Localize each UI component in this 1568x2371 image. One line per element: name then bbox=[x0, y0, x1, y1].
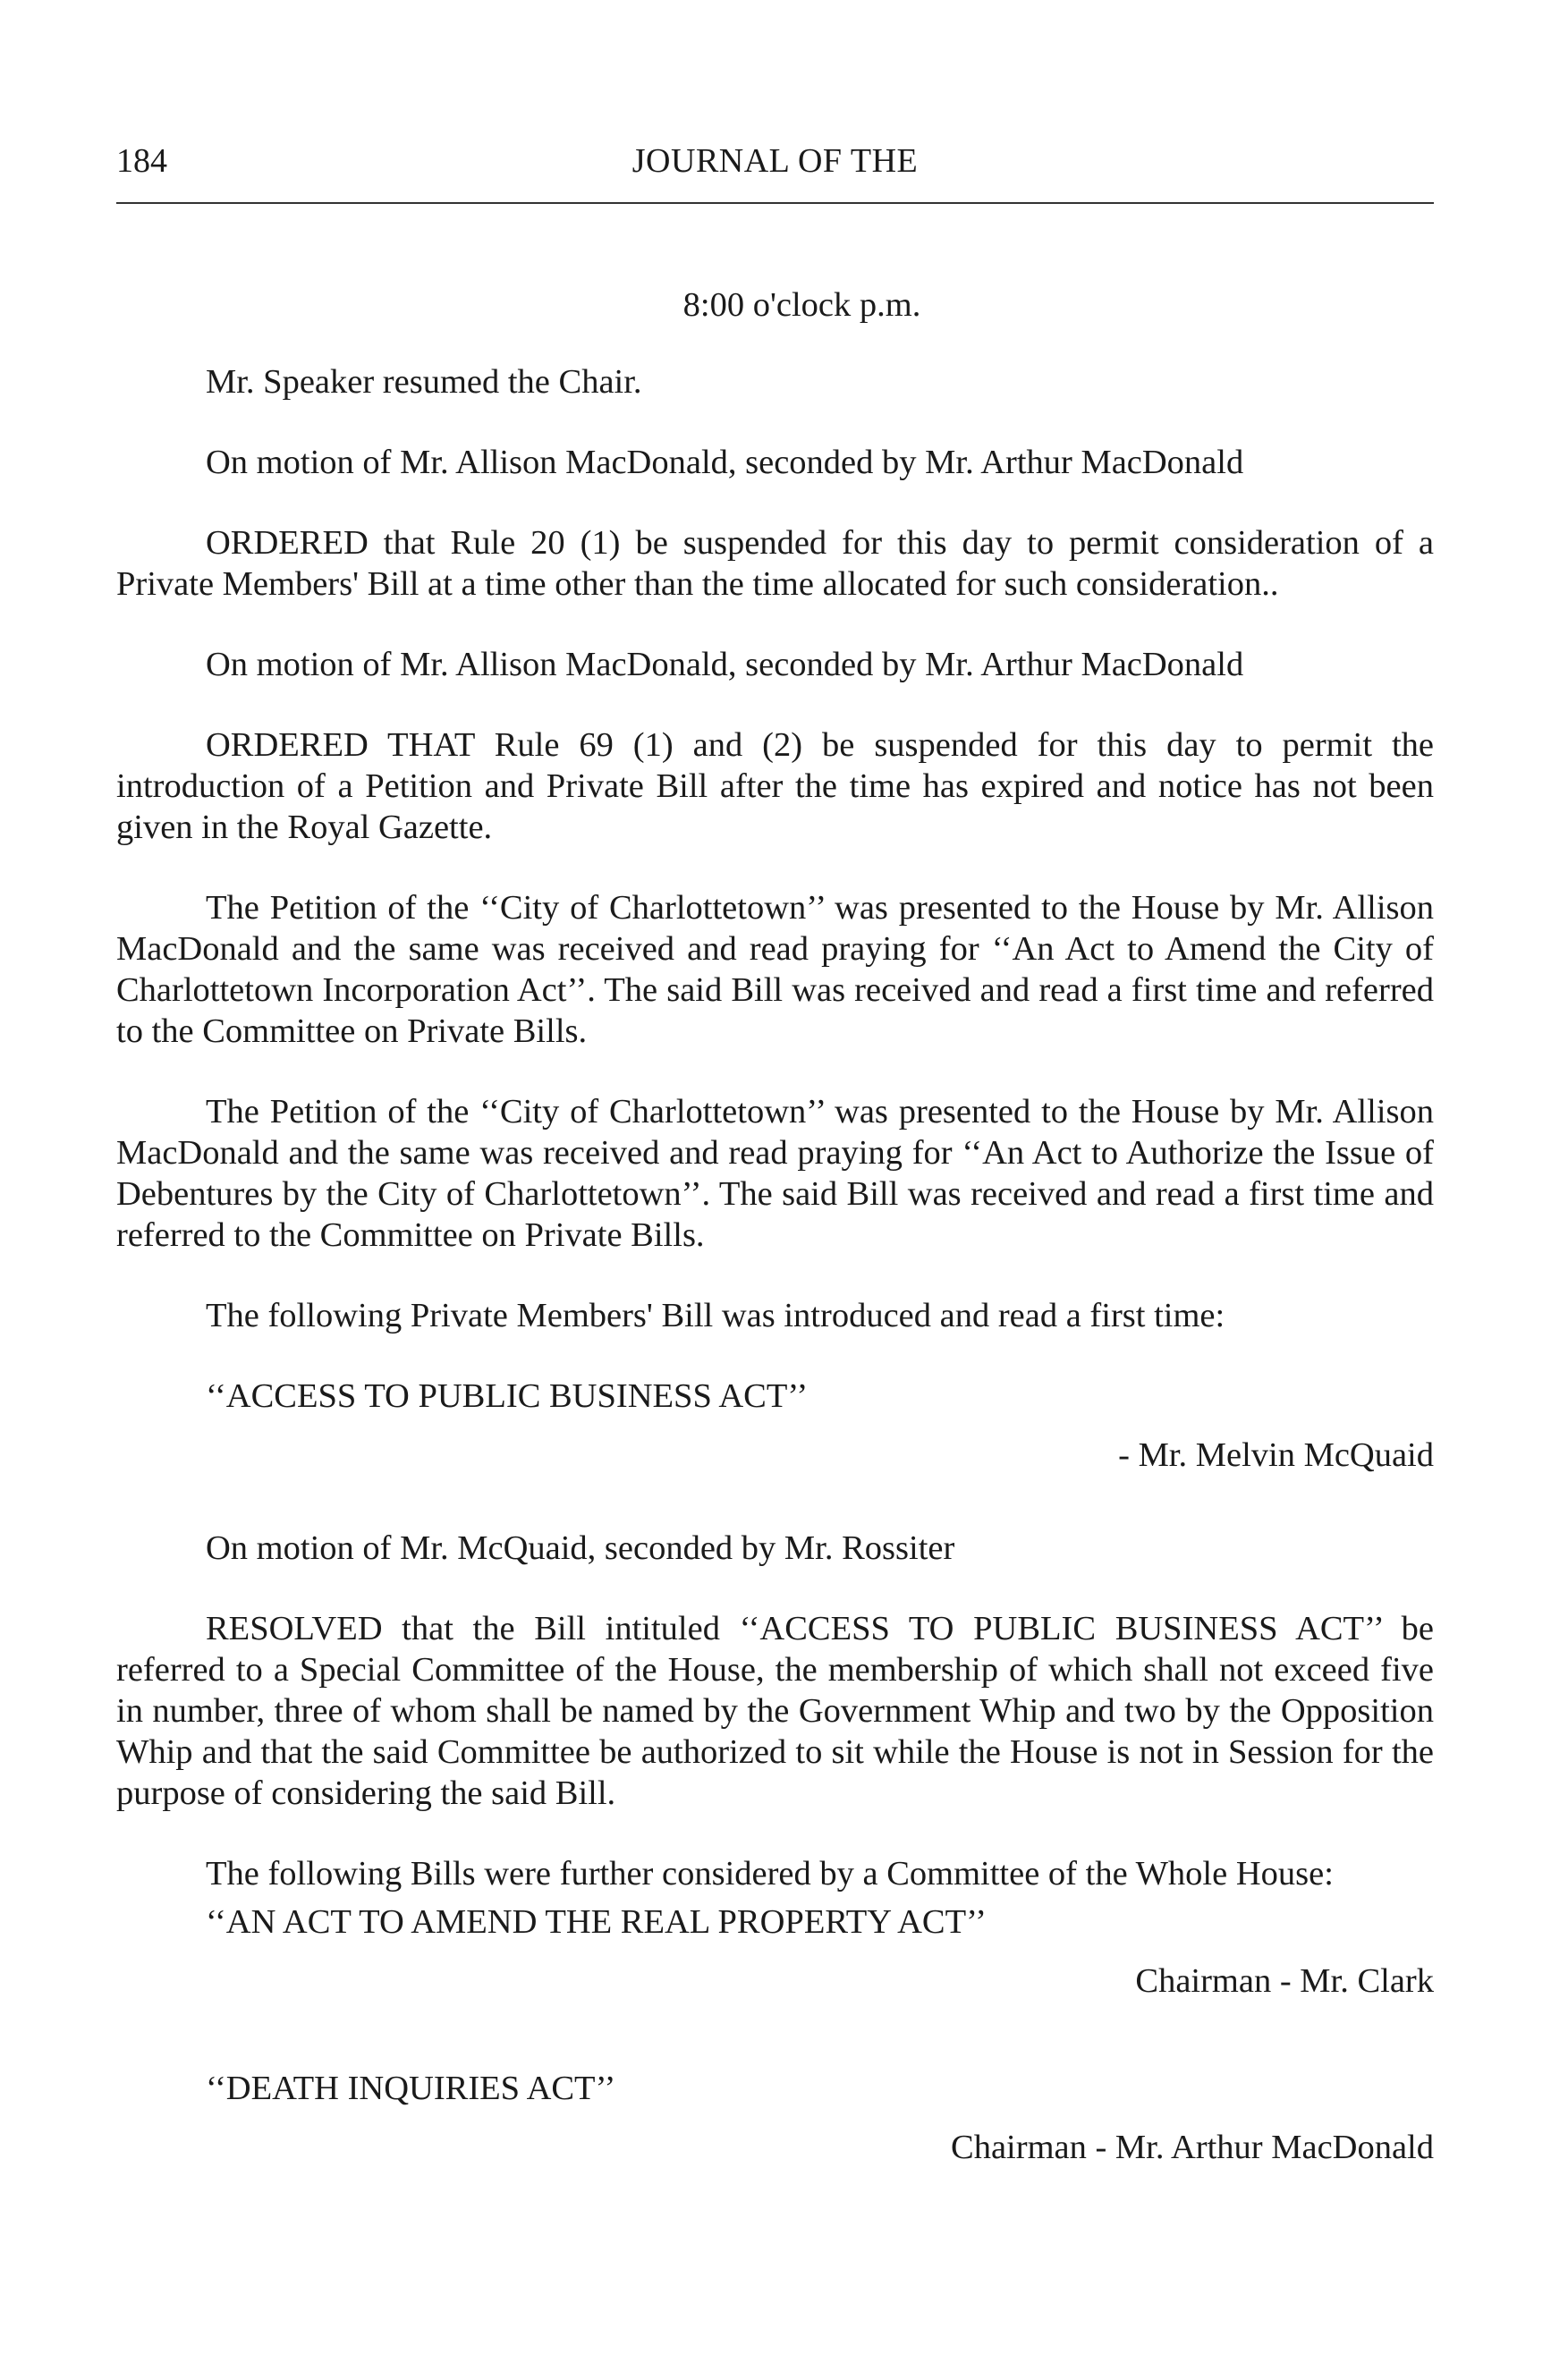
motion-line-3: On motion of Mr. McQuaid, seconded by Mr. Rossiter bbox=[206, 1529, 955, 1567]
header-rule bbox=[116, 202, 1434, 204]
ordered-paragraph-2: ORDERED THAT Rule 69 (1) and (2) be suspended for this day to permit the introduction of a Petition and Private Bill after the time has expired and notice has not been given in the Royal Gazette. bbox=[116, 726, 1434, 846]
time-heading: 8:00 o'clock p.m. bbox=[682, 286, 921, 324]
running-head bbox=[116, 141, 1434, 186]
whole-house-intro-paragraph: The following Bills were further considered by a Committee of the Whole House: bbox=[206, 1855, 1334, 1893]
bill-title-real-property: ‘‘AN ACT TO AMEND THE REAL PROPERTY ACT’’ bbox=[206, 1903, 987, 1941]
journal-title: JOURNAL OF THE bbox=[631, 142, 919, 180]
motion-line-2: On motion of Mr. Allison MacDonald, seconded by Mr. Arthur MacDonald bbox=[206, 646, 1244, 683]
private-bill-intro-line: The following Private Members' Bill was introduced and read a first time: bbox=[206, 1297, 1225, 1334]
petition-paragraph-2: The Petition of the ‘‘City of Charlottetown’’ was presented to the House by Mr. Allison MacDonald and the same was received and read praying for ‘‘An Act to Authorize the Issue of Debentures by the City of Charlottetown’’. The said Bill was received and read a first time and referred to the Committee on Private Bills. bbox=[116, 1093, 1434, 1254]
motion-line-1: On motion of Mr. Allison MacDonald, seconded by Mr. Arthur MacDonald bbox=[206, 444, 1244, 481]
bill-sponsor-access: - Mr. Melvin McQuaid bbox=[1118, 1436, 1434, 1474]
resolved-paragraph: RESOLVED that the Bill intituled ‘‘ACCESS TO PUBLIC BUSINESS ACT’’ be referred to a Special Committee of the House, the membership of which shall not exceed five in number, three of whom shall be named by the Government Whip and two by the Opposition Whip and that the said Committee be authorized to sit while the House is not in Session for the purpose of considering the said Bill. bbox=[116, 1610, 1434, 1812]
page-number: 184 bbox=[116, 142, 167, 180]
speaker-resumed-line: Mr. Speaker resumed the Chair. bbox=[206, 363, 642, 401]
bill-chair-real-property: Chairman - Mr. Clark bbox=[1135, 1962, 1434, 2000]
bill-chair-death-inquiries: Chairman - Mr. Arthur MacDonald bbox=[951, 2129, 1434, 2166]
bill-title-access: ‘‘ACCESS TO PUBLIC BUSINESS ACT’’ bbox=[206, 1377, 809, 1415]
petition-paragraph-1: The Petition of the ‘‘City of Charlottetown’’ was presented to the House by Mr. Allison MacDonald and the same was received and read praying for ‘‘An Act to Amend the City of Charlottetown Incorporation Act’’. The said Bill was received and read a first time and referred to the Committee on Private Bills. bbox=[116, 889, 1434, 1050]
journal-body bbox=[116, 284, 1434, 2168]
ordered-paragraph-1: ORDERED that Rule 20 (1) be suspended for this day to permit consideration of a Private Members' Bill at a time other than the time allocated for such consideration.. bbox=[116, 524, 1434, 603]
bill-title-death-inquiries: ‘‘DEATH INQUIRIES ACT’’ bbox=[206, 2070, 616, 2107]
